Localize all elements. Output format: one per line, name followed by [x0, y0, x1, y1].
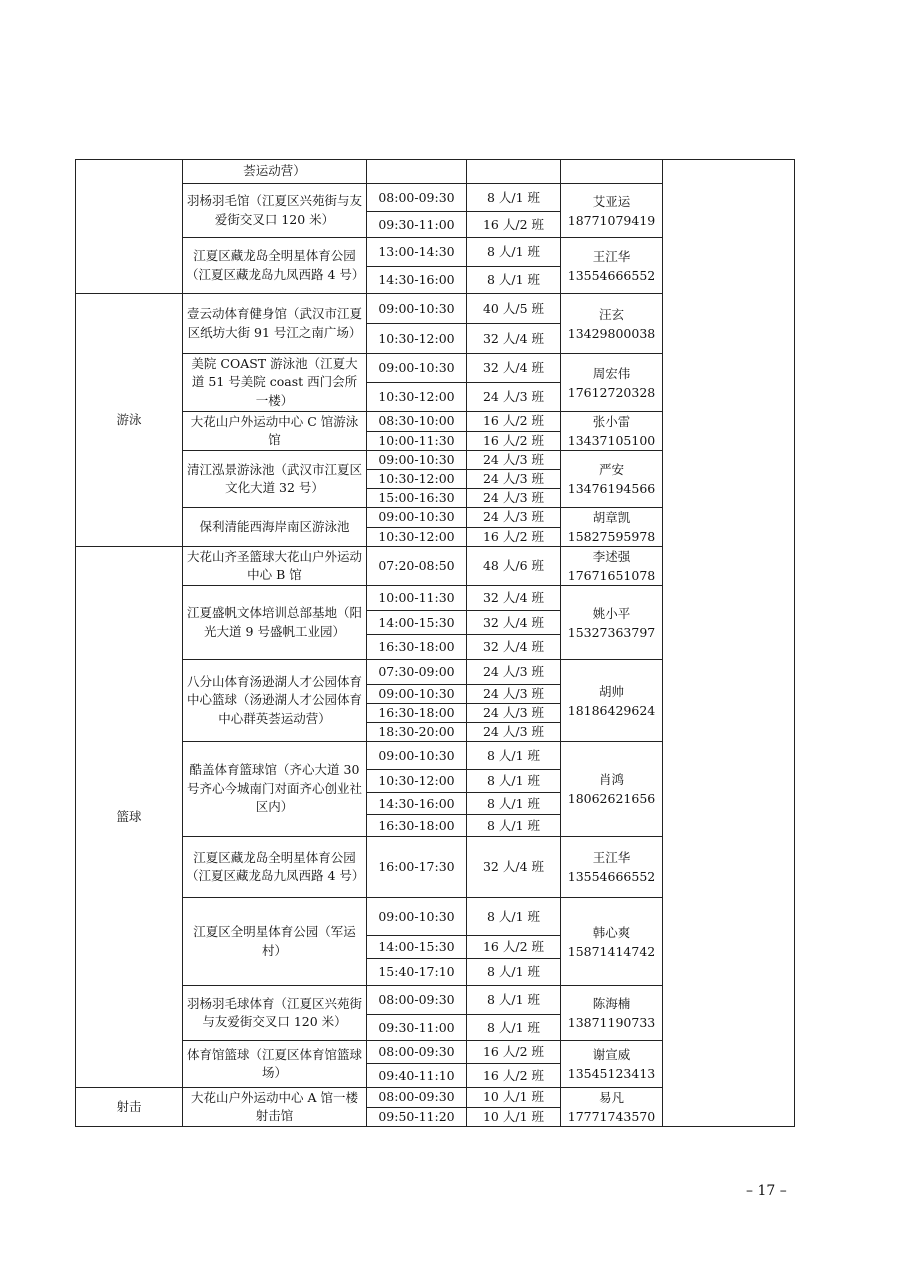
category-cell: 篮球	[76, 547, 183, 1088]
time-cell: 09:00-10:30	[367, 451, 467, 470]
capacity-cell: 8 人/1 班	[467, 959, 561, 986]
venue-cell: 清江泓景游泳池（武汉市江夏区文化大道 32 号）	[183, 451, 367, 508]
capacity-cell: 8 人/1 班	[467, 742, 561, 770]
capacity-cell: 8 人/1 班	[467, 1015, 561, 1041]
contact-cell: 严安 13476194566	[561, 451, 663, 508]
contact-cell: 王江华 13554666552	[561, 837, 663, 898]
time-cell: 07:20-08:50	[367, 547, 467, 586]
time-cell: 10:30-12:00	[367, 770, 467, 793]
venue-cell: 大花山户外运动中心 A 馆一楼射击馆	[183, 1088, 367, 1127]
capacity-cell: 32 人/4 班	[467, 324, 561, 354]
time-cell: 08:00-09:30	[367, 986, 467, 1015]
capacity-cell: 8 人/1 班	[467, 815, 561, 837]
venue-cell: 美院 COAST 游泳池（江夏大道 51 号美院 coast 西门会所一楼）	[183, 354, 367, 412]
contact-cell: 韩心爽 15871414742	[561, 898, 663, 986]
capacity-cell: 8 人/1 班	[467, 770, 561, 793]
capacity-cell: 8 人/1 班	[467, 184, 561, 212]
venue-cell: 荟运动营）	[183, 160, 367, 184]
venue-cell: 羽杨羽毛馆（江夏区兴苑街与友爱街交叉口 120 米）	[183, 184, 367, 238]
time-cell: 14:00-15:30	[367, 611, 467, 635]
time-cell: 14:00-15:30	[367, 936, 467, 959]
capacity-cell: 16 人/2 班	[467, 431, 561, 451]
capacity-cell: 8 人/1 班	[467, 238, 561, 267]
capacity-cell: 48 人/6 班	[467, 547, 561, 586]
contact-cell: 周宏伟 17612720328	[561, 354, 663, 412]
time-cell: 15:40-17:10	[367, 959, 467, 986]
venue-cell: 酷盖体育篮球馆（齐心大道 30 号齐心今城南门对面齐心创业社区内）	[183, 742, 367, 837]
venue-cell: 江夏盛帆文体培训总部基地（阳光大道 9 号盛帆工业园）	[183, 586, 367, 660]
time-cell: 08:00-09:30	[367, 1041, 467, 1064]
time-cell	[367, 160, 467, 184]
capacity-cell: 24 人/3 班	[467, 704, 561, 723]
time-cell: 10:30-12:00	[367, 527, 467, 547]
time-cell: 09:00-10:30	[367, 354, 467, 383]
time-cell: 08:00-09:30	[367, 184, 467, 212]
capacity-cell: 24 人/3 班	[467, 470, 561, 489]
contact-cell: 汪玄 13429800038	[561, 294, 663, 354]
venue-cell: 江夏区藏龙岛全明星体育公园（江夏区藏龙岛九凤西路 4 号）	[183, 837, 367, 898]
contact-cell: 陈海楠 13871190733	[561, 986, 663, 1041]
time-cell: 10:30-12:00	[367, 383, 467, 412]
time-cell: 14:30-16:00	[367, 793, 467, 815]
time-cell: 16:30-18:00	[367, 815, 467, 837]
time-cell: 09:40-11:10	[367, 1064, 467, 1088]
contact-cell: 李述强 17671651078	[561, 547, 663, 586]
time-cell: 15:00-16:30	[367, 489, 467, 508]
contact-cell: 艾亚运 18771079419	[561, 184, 663, 238]
capacity-cell: 16 人/2 班	[467, 1064, 561, 1088]
contact-cell	[561, 160, 663, 184]
capacity-cell: 32 人/4 班	[467, 611, 561, 635]
table-row	[76, 160, 795, 184]
capacity-cell: 24 人/3 班	[467, 489, 561, 508]
capacity-cell: 16 人/2 班	[467, 527, 561, 547]
capacity-cell: 16 人/2 班	[467, 212, 561, 238]
time-cell: 09:00-10:30	[367, 898, 467, 936]
venue-cell: 大花山齐圣篮球大花山户外运动中心 B 馆	[183, 547, 367, 586]
capacity-cell: 16 人/2 班	[467, 412, 561, 432]
capacity-cell: 8 人/1 班	[467, 793, 561, 815]
capacity-cell: 32 人/4 班	[467, 354, 561, 383]
venue-cell: 大花山户外运动中心 C 馆游泳馆	[183, 412, 367, 451]
category-cell: 游泳	[76, 294, 183, 547]
category-cell	[76, 160, 183, 294]
page-number: – 17 –	[746, 1183, 787, 1199]
venue-cell: 江夏区全明星体育公园（军运村）	[183, 898, 367, 986]
contact-cell: 胡章凯 15827595978	[561, 508, 663, 547]
capacity-cell: 8 人/1 班	[467, 267, 561, 294]
time-cell: 10:00-11:30	[367, 431, 467, 451]
contact-cell: 易凡 17771743570	[561, 1088, 663, 1127]
venue-cell: 八分山体育汤逊湖人才公园体育中心篮球（汤逊湖人才公园体育中心群英荟运动营）	[183, 660, 367, 742]
venue-cell: 壹云动体育健身馆（武汉市江夏区纸坊大街 91 号江之南广场）	[183, 294, 367, 354]
remarks-cell	[663, 160, 795, 1127]
time-cell: 18:30-20:00	[367, 723, 467, 742]
capacity-cell: 24 人/3 班	[467, 451, 561, 470]
time-cell: 09:00-10:30	[367, 685, 467, 704]
time-cell: 16:30-18:00	[367, 704, 467, 723]
capacity-cell: 8 人/1 班	[467, 898, 561, 936]
capacity-cell: 24 人/3 班	[467, 660, 561, 685]
contact-cell: 胡帅 18186429624	[561, 660, 663, 742]
time-cell: 09:30-11:00	[367, 1015, 467, 1041]
capacity-cell: 24 人/3 班	[467, 508, 561, 528]
category-cell: 射击	[76, 1088, 183, 1127]
capacity-cell: 16 人/2 班	[467, 936, 561, 959]
contact-cell: 王江华 13554666552	[561, 238, 663, 294]
venue-cell: 羽杨羽毛球体育（江夏区兴苑街与友爱街交叉口 120 米）	[183, 986, 367, 1041]
capacity-cell: 24 人/3 班	[467, 723, 561, 742]
capacity-cell: 32 人/4 班	[467, 837, 561, 898]
time-cell: 09:00-10:30	[367, 508, 467, 528]
time-cell: 08:30-10:00	[367, 412, 467, 432]
capacity-cell: 40 人/5 班	[467, 294, 561, 324]
time-cell: 09:50-11:20	[367, 1107, 467, 1127]
contact-cell: 肖鸿 18062621656	[561, 742, 663, 837]
venue-cell: 体育馆篮球（江夏区体育馆篮球场）	[183, 1041, 367, 1088]
time-cell: 13:00-14:30	[367, 238, 467, 267]
capacity-cell: 8 人/1 班	[467, 986, 561, 1015]
time-cell: 10:00-11:30	[367, 586, 467, 611]
capacity-cell: 10 人/1 班	[467, 1107, 561, 1127]
capacity-cell: 24 人/3 班	[467, 383, 561, 412]
time-cell: 09:00-10:30	[367, 294, 467, 324]
contact-cell: 张小雷 13437105100	[561, 412, 663, 451]
time-cell: 10:30-12:00	[367, 324, 467, 354]
time-cell: 16:00-17:30	[367, 837, 467, 898]
time-cell: 16:30-18:00	[367, 635, 467, 660]
capacity-cell: 16 人/2 班	[467, 1041, 561, 1064]
capacity-cell: 10 人/1 班	[467, 1088, 561, 1108]
time-cell: 07:30-09:00	[367, 660, 467, 685]
time-cell: 09:30-11:00	[367, 212, 467, 238]
venue-cell: 保利清能西海岸南区游泳池	[183, 508, 367, 547]
time-cell: 09:00-10:30	[367, 742, 467, 770]
contact-cell: 谢宣威 13545123413	[561, 1041, 663, 1088]
time-cell: 10:30-12:00	[367, 470, 467, 489]
capacity-cell: 24 人/3 班	[467, 685, 561, 704]
capacity-cell: 32 人/4 班	[467, 586, 561, 611]
capacity-cell	[467, 160, 561, 184]
venue-cell: 江夏区藏龙岛全明星体育公园（江夏区藏龙岛九凤西路 4 号）	[183, 238, 367, 294]
capacity-cell: 32 人/4 班	[467, 635, 561, 660]
time-cell: 14:30-16:00	[367, 267, 467, 294]
contact-cell: 姚小平 15327363797	[561, 586, 663, 660]
schedule-table	[75, 159, 795, 1127]
time-cell: 08:00-09:30	[367, 1088, 467, 1108]
